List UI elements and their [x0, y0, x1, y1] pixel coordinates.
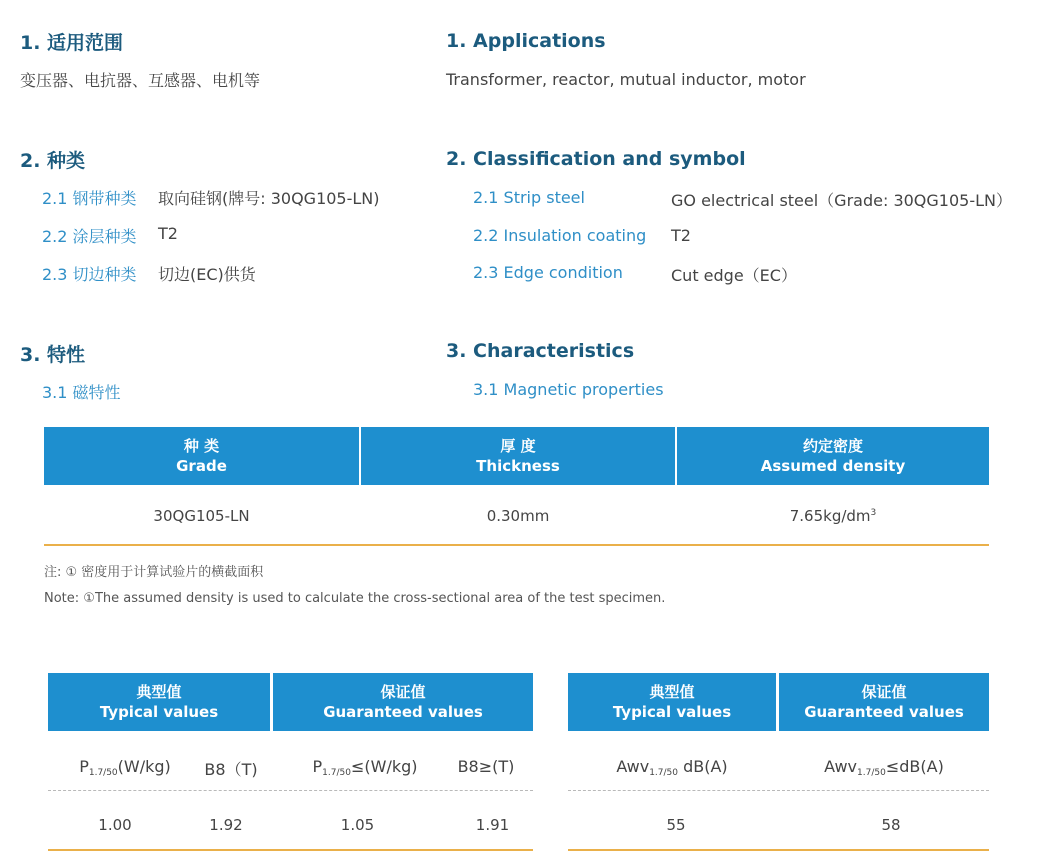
unit: (W/kg) [117, 757, 171, 776]
typical-b8-column-header: B8（T) [204, 760, 258, 779]
typical-loss-value: 1.00 [98, 816, 132, 834]
magnetic-subtitle-en: 3.1 Magnetic properties [473, 380, 664, 399]
typical-b8-value: 1.92 [209, 816, 243, 834]
coating-value-cn: T2 [158, 224, 178, 243]
density-cell [677, 507, 989, 525]
header-en: Guaranteed values [804, 703, 964, 721]
header-cn: 典型值 [136, 683, 182, 701]
coating-value-en: T2 [671, 226, 691, 245]
density-value: 7.65kg/dm [789, 507, 871, 525]
symbol: Awv [616, 757, 650, 776]
strip-steel-label-cn: 2.1 钢带种类 [42, 189, 137, 208]
typical-loss-column-header [60, 757, 190, 778]
subscript: 1.7/50 [88, 768, 118, 778]
density-header-assumed-density [677, 427, 989, 485]
density-exponent: 3 [870, 508, 877, 518]
density-header-thickness [361, 427, 675, 485]
noise-header-typical [568, 673, 776, 731]
characteristics-title-cn: 3. 特性 [20, 344, 86, 366]
header-en: Grade [176, 457, 227, 475]
edge-label-en: 2.3 Edge condition [473, 263, 623, 282]
guaranteed-b8-value: 1.91 [475, 816, 510, 834]
coating-label-cn: 2.2 涂层种类 [42, 227, 137, 246]
coating-label-en: 2.2 Insulation coating [473, 226, 647, 245]
thickness-cell: 0.30mm [486, 507, 550, 525]
guaranteed-noise-value: 58 [881, 816, 901, 834]
magnetic-subtitle-cn: 3.1 磁特性 [42, 383, 121, 402]
applications-title-en: 1. Applications [446, 30, 606, 52]
noise-table-divider [568, 790, 989, 791]
grade-cell: 30QG105-LN [153, 507, 250, 525]
guaranteed-loss-column-header [290, 757, 440, 778]
density-table-bottom-rule [44, 544, 989, 546]
header-cn: 厚 度 [500, 437, 536, 455]
typical-noise-value: 55 [666, 816, 686, 834]
strip-steel-label-en: 2.1 Strip steel [473, 188, 585, 207]
header-en: Assumed density [760, 457, 906, 475]
classification-title-en: 2. Classification and symbol [446, 148, 746, 170]
header-en: Thickness [476, 457, 560, 475]
guaranteed-b8-column-header: B8≥(T) [457, 757, 515, 776]
applications-title-cn: 1. 适用范围 [20, 32, 124, 54]
magnetic-header-typical [48, 673, 270, 731]
strip-steel-value-en: GO electrical steel（Grade: 30QG105-LN） [671, 191, 1012, 210]
header-cn: 保证值 [861, 683, 907, 701]
noise-table-bottom-rule [568, 849, 989, 851]
subscript: 1.7/50 [322, 768, 351, 778]
header-en: Typical values [99, 703, 219, 721]
unit: ≤(W/kg) [350, 757, 418, 776]
density-header-grade [44, 427, 359, 485]
header-cn: 典型值 [649, 683, 695, 701]
unit: dB(A) [678, 757, 728, 776]
note-cn: 注: ① 密度用于计算试验片的横截面积 [44, 565, 264, 580]
magnetic-table-divider [48, 790, 533, 791]
characteristics-title-en: 3. Characteristics [446, 340, 635, 362]
magnetic-header-guaranteed [273, 673, 533, 731]
symbol: P [79, 757, 89, 776]
edge-label-cn: 2.3 切边种类 [42, 265, 137, 284]
header-cn: 保证值 [380, 683, 426, 701]
applications-text-cn: 变压器、电抗器、互感器、电机等 [20, 71, 261, 90]
strip-steel-value-cn: 取向硅钢(牌号: 30QG105-LN) [158, 189, 380, 208]
edge-value-cn: 切边(EC)供货 [158, 265, 256, 284]
header-cn: 种 类 [183, 437, 220, 455]
note-en: Note: ①The assumed density is used to calculate the cross-sectional area of the test specimen. [44, 591, 666, 606]
guaranteed-noise-column-header [779, 757, 989, 778]
unit: ≤dB(A) [885, 757, 944, 776]
classification-title-cn: 2. 种类 [20, 150, 86, 172]
symbol: P [312, 757, 323, 776]
subscript: 1.7/50 [857, 768, 886, 778]
magnetic-table-bottom-rule [48, 849, 533, 851]
header-en: Typical values [612, 703, 732, 721]
header-cn: 约定密度 [802, 437, 863, 455]
subscript: 1.7/50 [649, 768, 678, 778]
typical-noise-column-header [568, 757, 776, 778]
symbol: Awv [824, 757, 858, 776]
edge-value-en: Cut edge（EC） [671, 266, 797, 285]
applications-text-en: Transformer, reactor, mutual inductor, motor [446, 70, 806, 89]
noise-header-guaranteed [779, 673, 989, 731]
guaranteed-loss-value: 1.05 [340, 816, 375, 834]
header-en: Guaranteed values [323, 703, 483, 721]
